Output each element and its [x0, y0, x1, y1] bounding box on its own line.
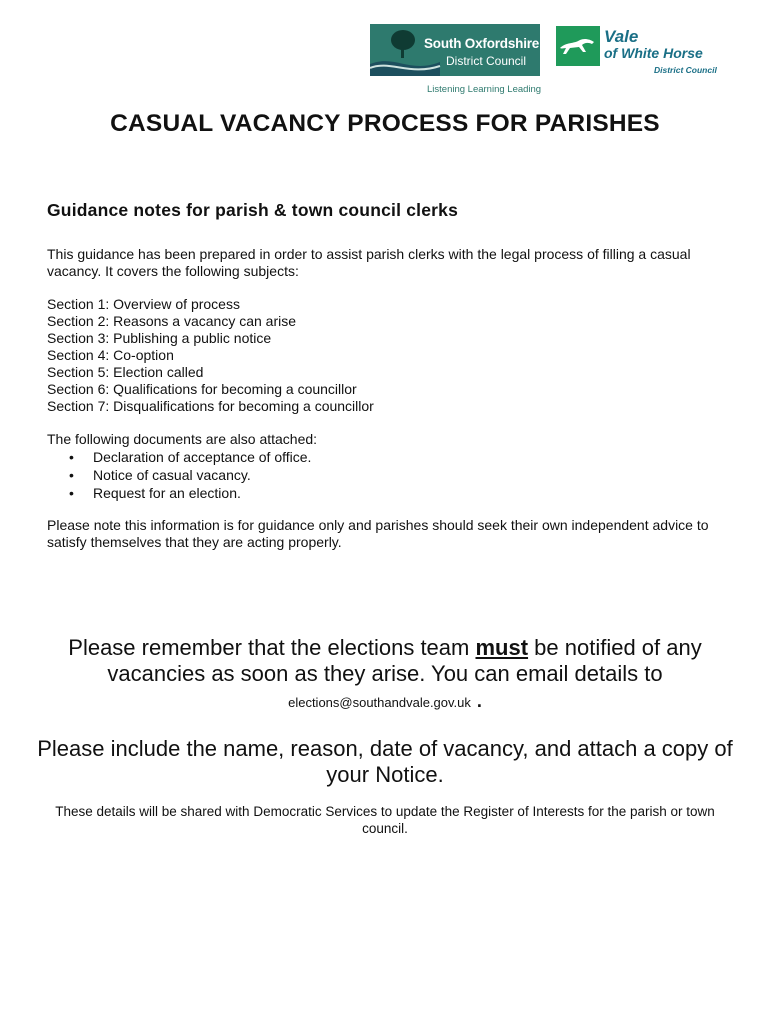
guidance-note: Please note this information is for guidance only and parishes should seek their own independent advice to satisfy themselves that they are acting properly.: [47, 517, 709, 550]
must-emphasis: must: [475, 635, 529, 660]
intro-paragraph: This guidance has been prepared in order to assist parish clerks with the legal process of filling a casual vacancy. It covers the following subjects:: [47, 246, 691, 279]
email-line: [0, 691, 770, 712]
elections-email[interactable]: elections@southandvale.gov.uk: [288, 695, 471, 710]
include-notice: Please include the name, reason, date of vacancy, and attach a copy of your Notice.: [37, 736, 733, 787]
attached-documents-list: [47, 448, 311, 502]
section-item: Section 3: Publishing a public notice: [47, 330, 272, 346]
email-trailing-period: .: [476, 691, 482, 711]
south-oxfordshire-subname: District Council: [446, 54, 527, 68]
guidance-subtitle: Guidance notes for parish & town council clerks: [47, 200, 459, 220]
section-item: Section 7: Disqualifications for becoming a councillor: [47, 398, 374, 414]
document-item: • Notice of casual vacancy.: [47, 466, 311, 484]
shared-details-note: These details will be shared with Democratic Services to update the Register of Interests for the parish or town council.: [55, 804, 715, 836]
remember-notice: [30, 635, 740, 687]
section-item: Section 6: Qualifications for becoming a councillor: [47, 381, 357, 397]
section-item: Section 1: Overview of process: [47, 296, 240, 312]
vale-district-council-name: District Council: [654, 65, 717, 75]
section-item: Section 4: Co-option: [47, 347, 174, 363]
white-horse-icon: [556, 26, 600, 66]
page-title: CASUAL VACANCY PROCESS FOR PARISHES: [110, 110, 660, 137]
remember-text-before: Please remember that the elections team: [68, 635, 476, 660]
vale-white-horse-badge: [556, 26, 600, 66]
white-horse-name: of White Horse: [604, 45, 703, 61]
south-oxfordshire-logo-badge: [370, 24, 540, 76]
section-item: Section 5: Election called: [47, 364, 204, 380]
document-item: • Declaration of acceptance of office.: [47, 448, 311, 466]
document-item: • Request for an election.: [47, 484, 311, 502]
documents-intro: The following documents are also attached:: [47, 431, 318, 447]
sections-list: [47, 296, 727, 415]
remember-text-after: be notified of any vacancies as soon as they arise. You can email details to: [107, 635, 702, 686]
header-logos: [370, 24, 730, 100]
section-item: Section 2: Reasons a vacancy can arise: [47, 313, 297, 329]
vale-white-horse-logo: [556, 24, 726, 76]
south-oxfordshire-tagline: Listening Learning Leading: [427, 84, 542, 95]
south-oxfordshire-logo: [370, 24, 540, 100]
vale-name: Vale: [604, 27, 639, 46]
south-oxfordshire-name: South Oxfordshire: [424, 36, 540, 51]
